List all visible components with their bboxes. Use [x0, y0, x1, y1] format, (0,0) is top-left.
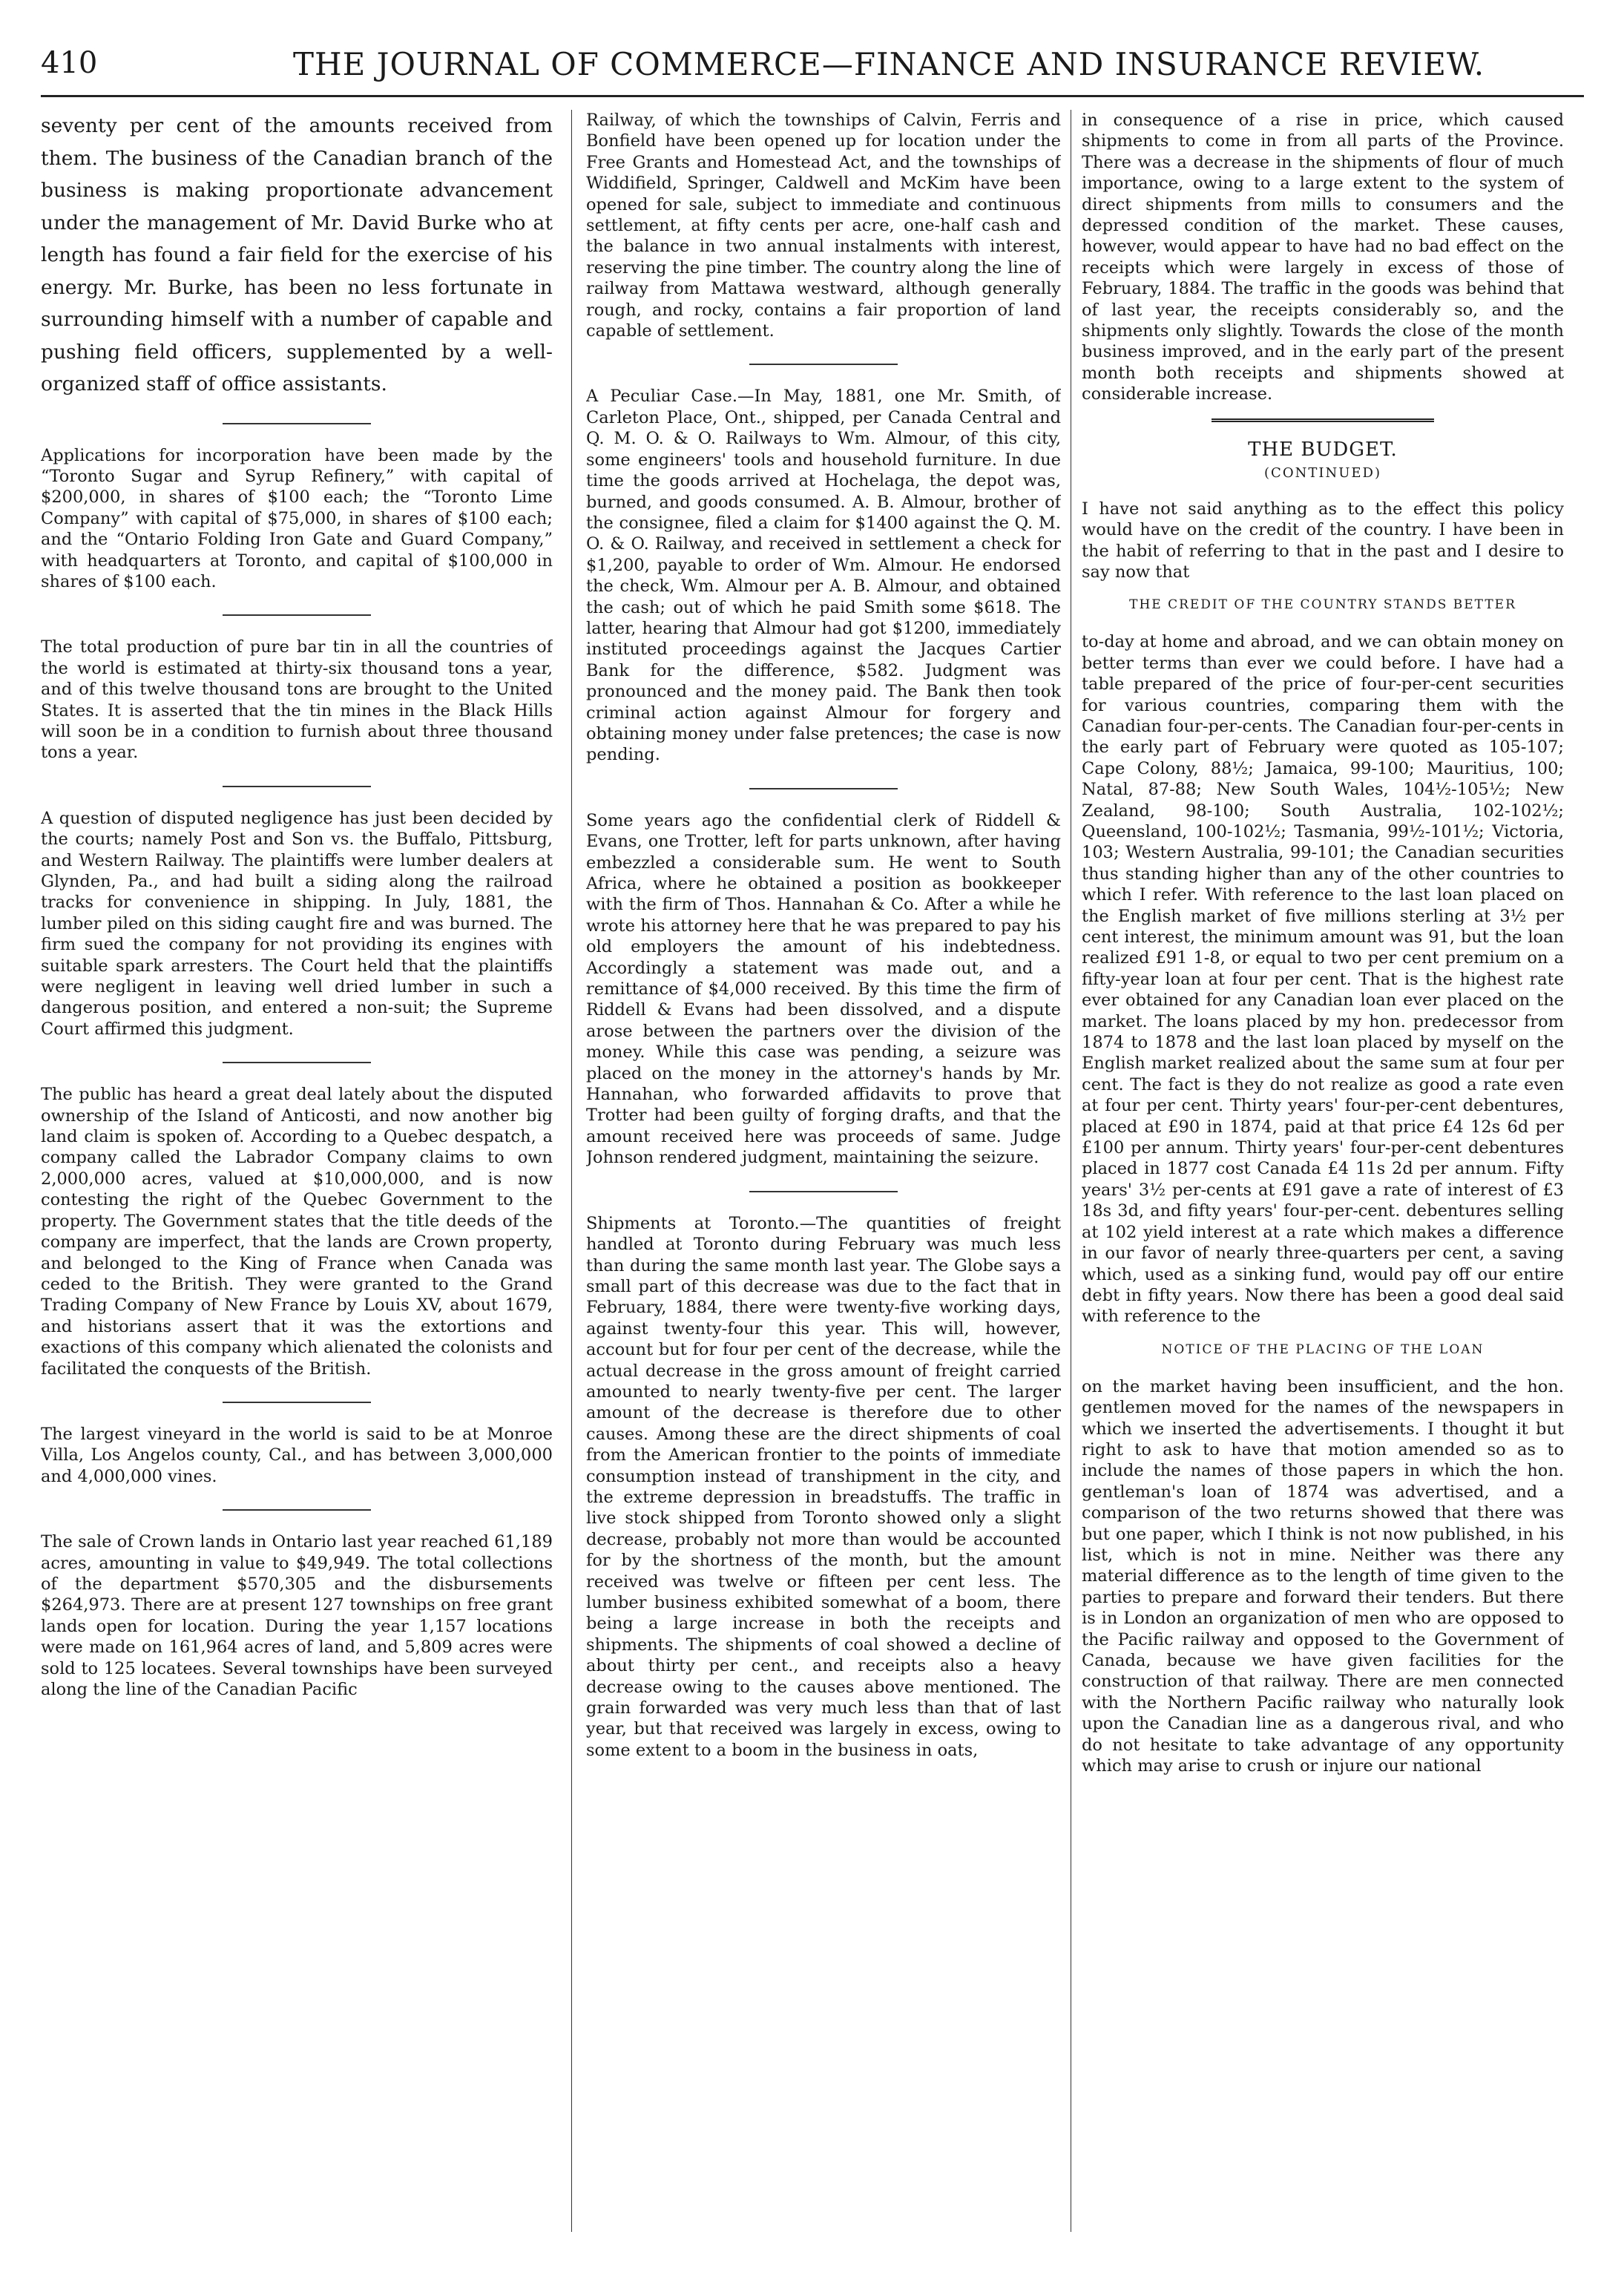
article-separator	[223, 614, 371, 616]
article-separator	[223, 1509, 371, 1511]
article-separator	[223, 786, 371, 787]
column-1	[41, 110, 553, 1700]
article-separator	[749, 788, 898, 789]
article-paragraph: The sale of Crown lands in Ontario last year reached 61,189 acres, amounting in value to $49,949. The total collections of the department $570,305 and the disbursements $264,973. There are at present 127 townships on free grant lands open for location. During the year 1,157 locations were made on 161,964 acres of land, and 5,809 acres were sold to 125 locatees. Several townships have been surveyed along the line of the Canadian Pacific	[41, 1532, 553, 1699]
page-header	[41, 46, 1584, 91]
article-paragraph: Some years ago the confidential clerk of Riddell & Evans, one Trotter, left for parts unknown, after having embezzled a considerable sum. He went to South Africa, where he obtained a position as bookkeeper with the firm of Thos. Hannahan & Co. After a while he wrote his attorney here that he was prepared to pay his old employers the amount of his indebtedness. Accordingly a statement was made out, and a remittance of $4,000 received. By this time the firm of Riddell & Evans had been dissolved, and a dispute arose between the partners over the division of the money. While this case was pending, a seizure was placed on the money in the attorney's hands by Mr. Hannahan, who forwarded affidavits to prove that Trotter had been guilty of forging drafts, and that the amount received here was proceeds of same. Judge Johnson rendered judgment, maintaining the seizure.	[586, 810, 1061, 1168]
article-separator	[223, 423, 371, 424]
header-rule	[41, 95, 1584, 97]
article-paragraph: to-day at home and abroad, and we can obtain money on better terms than ever we could before. I have had a table prepared of the price of four-per-cent securities for various countries, comparing them with the Canadian four-per-cents. The Canadian four-per-cents in the early part of February were quoted as 105-107; Cape Colony, 88½; Jamaica, 99-100; Mauritius, 100; Natal, 87-88; New South Wales, 104½-105½; New Zealand, 98-100; South Australia, 102-102½; Queensland, 100-102½; Tasmania, 99½-101½; Victoria, 103; Western Australia, 99-101; the Canadian securities thus standing higher than any of the other countries to which I refer. With reference to the last loan placed on the English market of five millions sterling at 3½ per cent interest, the minimum amount was 91, but the loan realized £91 1-8, or equal to two per cent premium on a fifty-year loan at four per cent. That is the highest rate ever obtained for any Canadian loan ever placed on the market. The loans placed by my hon. predecessor from 1874 to 1878 and the last loan placed by myself on the English market realized about the same sum at four per cent. The fact is they do not realize as good a rate even at four per cent. Thirty years' four-per-cent debentures, placed at £90 in 1874, paid at that price £4 12s 6d per £100 per annum. Thirty years' four-per-cent debentures placed in 1877 cost Canada £4 11s 2d per annum. Fifty years' 3½ per-cents at £91 gave a rate of interest of £3 18s 3d, and fifty years' four-per-cent. debentures selling at 102 yield interest at a rate which makes a difference in our favor of nearly three-quarters per cent, a saving which, used as a sinking fund, would pay off our entire debt in fifty years. Now there has been a good deal said with reference to the	[1082, 632, 1564, 1327]
column-divider	[571, 110, 572, 2232]
journal-title: THE JOURNAL OF COMMERCE—FINANCE AND INSURANCE REVIEW.	[293, 46, 1485, 82]
article-paragraph: The total production of pure bar tin in all the countries of the world is estimated at thirty-six thousand tons a year, and of this twelve thousand tons are brought to the United States. It is asserted that the tin mines in the Black Hills will soon be in a condition to furnish about three thousand tons a year.	[41, 637, 553, 763]
article-paragraph: The public has heard a great deal lately about the disputed ownership of the Island of Anticosti, and now another big land claim is spoken of. According to a Quebec despatch, a company called the Labrador Company claims to own 2,000,000 acres, valued at $10,000,000, and is now contesting the right of the Quebec Government to the property. The Government states that the title deeds of the company are imperfect, that the lands are Crown property, and belonged to the King of France when Canada was ceded to the British. They were granted to the Grand Trading Company of New France by Louis XV, about 1679, and historians assert that it was the extortions and exactions of this company which alienated the colonists and facilitated the conquests of the British.	[41, 1085, 553, 1379]
section-heading: THE BUDGET.	[1248, 438, 1398, 461]
section-separator	[1212, 418, 1434, 422]
article-separator	[749, 364, 898, 365]
section-subheading: (CONTINUED)	[1264, 464, 1381, 481]
article-paragraph: I have not said anything as to the effect this policy would have on the credit of the country. I have been in the habit of referring to that in the past and I desire to say now that	[1082, 499, 1564, 582]
article-separator	[223, 1062, 371, 1063]
inline-subhead: NOTICE OF THE PLACING OF THE LOAN	[1161, 1342, 1485, 1357]
column-3	[1082, 110, 1564, 1776]
article-paragraph: seventy per cent of the amounts received from them. The business of the Canadian branch of the business is making proportionate advancement under the management of Mr. David Burke who at length has found a fair field for the exercise of his energy. Mr. Burke, has been no less fortunate in surrounding himself with a number of capable and pushing field officers, supplemented by a well-organized staff of office assistants.	[41, 114, 553, 395]
column-2	[586, 110, 1061, 1761]
article-paragraph: in consequence of a rise in price, which caused shipments to come in from all parts of the Province. There was a decrease in the shipments of flour of much importance, owing to a large extent to the system of direct shipments from mills to consumers and the depressed condition of the market. These causes, however, would appear to have had no bad effect on the receipts which were largely in excess of those of February, 1884. The traffic in the goods was behind that of last year, the receipts considerably so, and the shipments only slightly. Towards the close of the month business improved, and in the early part of the present month both receipts and shipments showed at considerable increase.	[1082, 111, 1564, 404]
article-paragraph: Applications for incorporation have been made by the “Toronto Sugar and Syrup Refinery,” with capital of $200,000, in shares of $100 each; the “Toronto Lime Company” with capital of $75,000, in shares of $100 each; and the “Ontario Folding Iron Gate and Guard Company,” with headquarters at Toronto, and capital of $100,000 in shares of $100 each.	[41, 445, 553, 591]
article-separator	[223, 1402, 371, 1403]
article-paragraph: A Peculiar Case.—In May, 1881, one Mr. Smith, of Carleton Place, Ont., shipped, per Canada Central and Q. M. O. & O. Railways to Wm. Almour, of this city, some engineers' tools and household furniture. In due time the goods arrived at Hochelaga, the depot was, burned, and goods consumed. A. B. Almour, brother of the consignee, filed a claim for $1400 against the Q. M. O. & O. Railway, and received in settlement a check for $1,200, payable to order of Wm. Almour. He endorsed the check, Wm. Almour per A. B. Almour, and obtained the cash; out of which he paid Smith some $618. The latter, hearing that Almour had got $1200, immediately instituted proceedings against the Jacques Cartier Bank for the difference, $582. Judgment was pronounced and the money paid. The Bank then took criminal action against Almour for forgery and obtaining money under false pretences; the case is now pending.	[586, 387, 1061, 765]
article-paragraph: Shipments at Toronto.—The quantities of freight handled at Toronto during February was much less than during the same month last year. The Globe says a small part of this decrease was due to the fact that in February, 1884, there were twenty-five working days, against twenty-four this year. This will, however, account but for four per cent of the decrease, while the actual decrease in the gross amount of freight carried amounted to nearly twenty-five per cent. The larger amount of the decrease is therefore due to other causes. Among these are the direct shipments of coal from the American frontier to the points of immediate consumption instead of transhipment in the city, and the extreme depression in breadstuffs. The traffic in live stock shipped from Toronto showed only a slight decrease, probably not more than would be accounted for by the shortness of the month, but the amount received was twelve or fifteen per cent less. The lumber business exhibited somewhat of a boom, there being a large increase in both the receipts and shipments. The shipments of coal showed a decline of about thirty per cent., and receipts also a heavy decrease owing to the causes above mentioned. The grain forwarded was very much less than that of last year, but that received was largely in excess, owing to some extent to a boom in the business in oats,	[586, 1213, 1061, 1760]
article-paragraph: on the market having been insufficient, and the hon. gentlemen moved for the names of the newspapers in which we inserted the advertisements. I thought it but right to ask to have that motion amended so as to include the names of those papers in which the hon. gentleman's loan of 1874 was advertised, and a comparison of the two returns showed that there was but one paper, which I think is not now published, in his list, which is not in mine. Neither was there any material difference as to the length of time given to the parties to prepare and forward their tenders. But there is in London an organization of men who are opposed to the Pacific railway and opposed to the Government of Canada, because we have given facilities for the construction of that railway. There are men connected with the Northern Pacific railway who naturally look upon the Canadian line as a dangerous rival, and who do not hesitate to take advantage of any opportunity which may arise to crush or injure our national	[1082, 1376, 1564, 1776]
article-paragraph: Railway, of which the townships of Calvin, Ferris and Bonfield have been opened up for location under the Free Grants and Homestead Act, and the townships of Widdifield, Springer, Caldwell and McKim have been opened for sale, subject to immediate and continuous settlement, at fifty cents per acre, one-half cash and the balance in two annual instalments with interest, reserving the pine timber. The country along the line of railway from Mattawa westward, although generally rough, and rocky, contains a fair proportion of land capable of settlement.	[586, 111, 1061, 341]
inline-subhead: THE CREDIT OF THE COUNTRY STANDS BETTER	[1129, 597, 1516, 613]
article-paragraph: The largest vineyard in the world is said to be at Monroe Villa, Los Angelos county, Cal., and has between 3,000,000 and 4,000,000 vines.	[41, 1424, 553, 1486]
article-separator	[749, 1191, 898, 1192]
article-paragraph: A question of disputed negligence has just been decided by the courts; namely Post and Son vs. the Buffalo, Pittsburg, and Western Railway. The plaintiffs were lumber dealers at Glynden, Pa., and had built a siding along the railroad tracks for convenience in shipping. In July, 1881, the lumber piled on this siding caught fire and was burned. The firm sued the company for not providing its engines with suitable spark arresters. The Court held that the plaintiffs were negligent in leaving well dried lumber in such a dangerous position, and entered a non-suit; the Supreme Court affirmed this judgment.	[41, 808, 553, 1039]
page-number: 410	[41, 46, 98, 80]
